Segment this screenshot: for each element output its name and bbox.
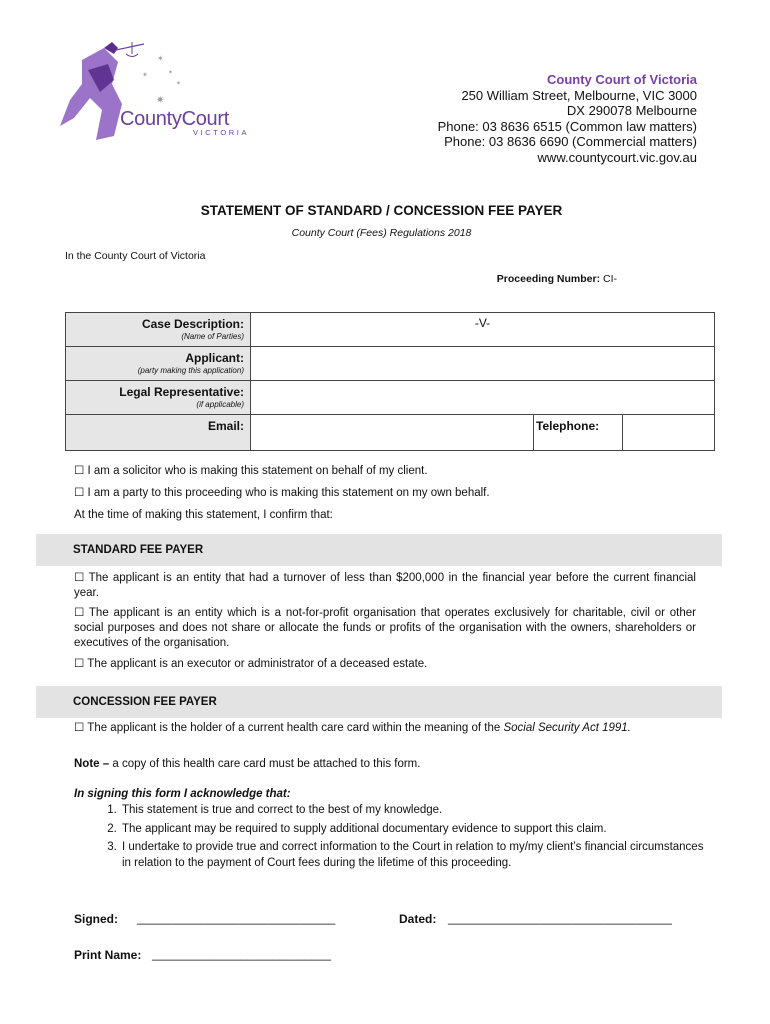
court-dx: DX 290078 Melbourne: [566, 103, 697, 119]
note-label: Note –: [74, 758, 110, 770]
acknowledge-item: 3. I undertake to provide true and correct information to the Court in relation to my/my client’s financial circumstances in relation to the payment of Court fees during the lifetime of this proceeding.: [120, 840, 710, 871]
in-court-text: In the County Court of Victoria: [65, 250, 206, 262]
svg-text:✶: ✶: [157, 54, 164, 63]
telephone-label: Telephone:: [534, 415, 623, 451]
health-card-text: ☐ The applicant is the holder of a current health care card within the meaning of the: [74, 722, 501, 734]
standard-option-not-for-profit[interactable]: ☐ The applicant is an entity which is a not-for-profit organisation that operates exclusively for charitable, civil or other social purposes and does not share or allocate the funds or profits of the organisation with the owners, shareholders or executives of the organisation.: [74, 607, 696, 649]
case-description-field[interactable]: [251, 313, 715, 347]
proceeding-number-value[interactable]: CI-: [603, 273, 617, 285]
dated-label: Dated:: [399, 912, 437, 926]
health-card-note: [74, 757, 696, 772]
case-description-cell: [66, 313, 251, 347]
court-phone-commercial: Phone: 03 8636 6690 (Commercial matters): [444, 134, 697, 150]
court-phone-common: Phone: 03 8636 6515 (Common law matters): [437, 118, 697, 134]
standard-fee-payer-heading: STANDARD FEE PAYER: [73, 544, 204, 556]
acknowledge-list: [96, 803, 710, 874]
note-text: a copy of this health care card must be attached to this form.: [112, 758, 421, 770]
email-cell: [66, 415, 251, 451]
concession-option-health-card[interactable]: [74, 721, 696, 736]
svg-text:✶: ✶: [142, 72, 148, 79]
court-website[interactable]: www.countycourt.vic.gov.au: [537, 149, 697, 165]
email-field[interactable]: [251, 415, 534, 451]
print-name-label: Print Name:: [74, 948, 142, 962]
court-name: County Court of Victoria: [547, 72, 697, 87]
legal-representative-label: Legal Representative:: [119, 385, 244, 399]
court-street: 250 William Street, Melbourne, VIC 3000: [461, 87, 697, 103]
proceeding-number-label: Proceeding Number:: [496, 273, 601, 285]
applicant-hint: (party making this application): [137, 366, 244, 375]
case-description-label: Case Description:: [141, 317, 244, 331]
court-address-block: [438, 72, 697, 166]
telephone-field[interactable]: [623, 415, 715, 451]
concession-fee-payer-section-header: [36, 686, 722, 718]
svg-text:✶: ✶: [176, 81, 182, 87]
versus-text: -V-: [474, 316, 491, 330]
acknowledge-item: 1. This statement is true and correct to the best of my knowledge.: [120, 803, 710, 819]
dated-line[interactable]: ___________________________________: [448, 913, 672, 925]
acknowledge-heading: In signing this form I acknowledge that:: [74, 788, 291, 800]
logo-subtext: VICTORIA: [193, 128, 250, 137]
legal-representative-hint: (if applicable): [196, 400, 244, 409]
solicitor-checkbox-statement[interactable]: ☐ I am a solicitor who is making this statement on behalf of my client.: [74, 465, 428, 477]
svg-text:✷: ✷: [156, 95, 165, 106]
proceeding-number: [497, 273, 617, 285]
acknowledge-item: 2. The applicant may be required to supply additional documentary evidence to support this claim.: [120, 822, 710, 838]
case-description-hint: (Name of Parties): [181, 332, 244, 341]
applicant-cell: [66, 347, 251, 381]
legal-representative-cell: [66, 381, 251, 415]
applicant-field[interactable]: [251, 347, 715, 381]
standard-fee-payer-section-header: [36, 534, 722, 566]
social-security-act-text: Social Security Act 1991.: [503, 722, 631, 734]
confirm-text: At the time of making this statement, I confirm that:: [74, 509, 333, 521]
parties-table: [65, 312, 715, 451]
signed-label: Signed:: [74, 912, 118, 926]
legal-representative-field[interactable]: [251, 381, 715, 415]
form-title: STATEMENT OF STANDARD / CONCESSION FEE PAYER: [200, 203, 563, 218]
concession-fee-payer-heading: CONCESSION FEE PAYER: [73, 696, 217, 708]
standard-option-executor[interactable]: ☐ The applicant is an executor or administrator of a deceased estate.: [74, 658, 428, 670]
applicant-label: Applicant:: [185, 351, 244, 365]
standard-option-turnover[interactable]: ☐ The applicant is an entity that had a turnover of less than $200,000 in the financial year before the current financial year.: [74, 572, 696, 599]
logo-wordmark: CountyCourt: [120, 108, 229, 130]
email-label: Email:: [207, 419, 244, 433]
print-name-line[interactable]: ____________________________: [152, 949, 332, 961]
party-checkbox-statement[interactable]: ☐ I am a party to this proceeding who is making this statement on my own behalf.: [74, 487, 490, 499]
svg-text:✶: ✶: [168, 70, 174, 76]
signed-line[interactable]: _______________________________: [137, 913, 336, 925]
form-subtitle: County Court (Fees) Regulations 2018: [291, 227, 472, 239]
